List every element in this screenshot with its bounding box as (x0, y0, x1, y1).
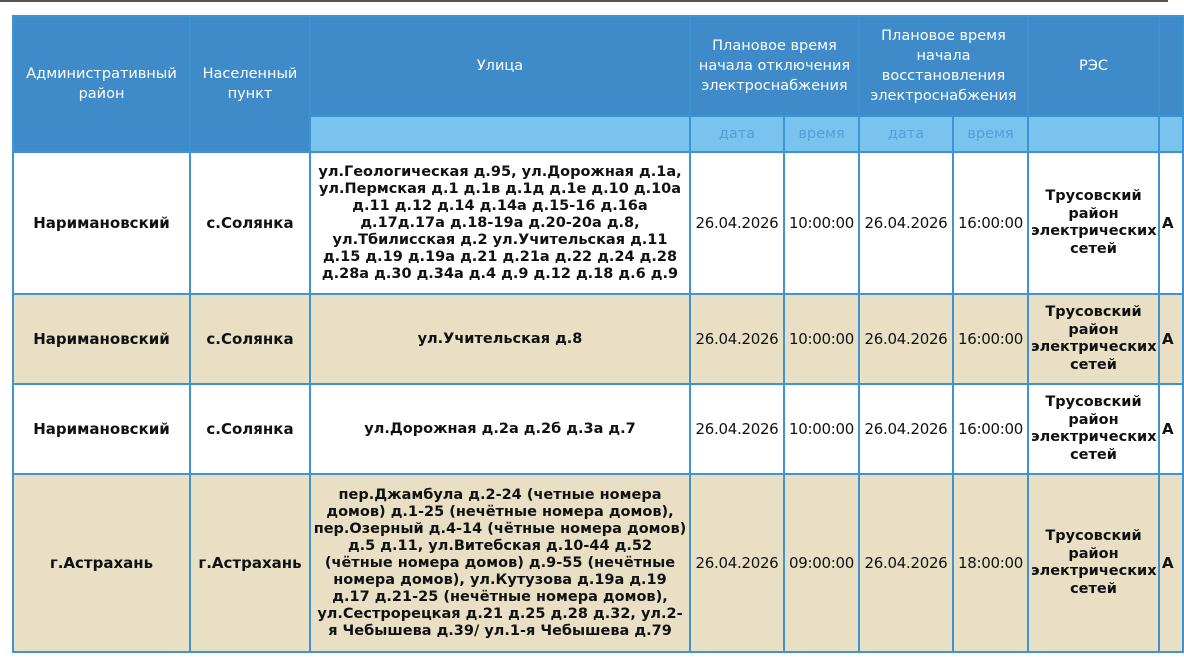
col-header-on-time: Плановое время начала восстановления электроснабжения (859, 16, 1028, 116)
header-row (13, 16, 1183, 116)
cell-settlement: г.Астрахань (190, 474, 310, 652)
cell-off-time: 10:00:00 (784, 152, 859, 294)
cell-district: Наримановский (13, 384, 190, 474)
cell-res: Трусовский район электрических сетей (1028, 294, 1159, 384)
top-divider (0, 0, 1168, 2)
cell-on-time: 16:00:00 (953, 384, 1028, 474)
cell-res: Трусовский район электрических сетей (1028, 474, 1159, 652)
cell-streets: пер.Джамбула д.2-24 (четные номера домов) д.1-25 (нечётные номера домов), пер.Озерный д.4-14 (чётные номера домов) д.5 д.11, ул.Витебская д.10-44 д.52 (чётные номера домов) д.9-55 (нечётные номера домов), ул.Кутузова д.19а д.19 д.17 д.21-25 (нечётные номера домов), ул.Сестрорецкая д.21 д.25 д.28 д.32, ул.2-я Чебышева д.39/ ул.1-я Чебышева д.79 (310, 474, 690, 652)
subheader-off-time: время (784, 116, 859, 152)
subheader-off-date: дата (690, 116, 784, 152)
cell-off-date: 26.04.2026 (690, 474, 784, 652)
cell-on-date: 26.04.2026 (859, 152, 953, 294)
col-header-extra (1159, 16, 1183, 116)
cell-off-time: 10:00:00 (784, 384, 859, 474)
cell-off-time: 09:00:00 (784, 474, 859, 652)
col-header-res: РЭС (1028, 16, 1159, 116)
table-row (13, 384, 1183, 474)
cell-streets: ул.Дорожная д.2а д.2б д.3а д.7 (310, 384, 690, 474)
subheader-street-empty (310, 116, 690, 152)
subheader-on-date: дата (859, 116, 953, 152)
cell-on-date: 26.04.2026 (859, 384, 953, 474)
cell-district: г.Астрахань (13, 474, 190, 652)
col-header-street: Улица (310, 16, 690, 116)
outage-table (12, 15, 1184, 653)
cell-district: Наримановский (13, 152, 190, 294)
cell-extra: А (1159, 294, 1183, 384)
cell-extra: А (1159, 152, 1183, 294)
cell-district: Наримановский (13, 294, 190, 384)
cell-on-time: 16:00:00 (953, 294, 1028, 384)
cell-on-date: 26.04.2026 (859, 294, 953, 384)
cell-streets: ул.Учительская д.8 (310, 294, 690, 384)
cell-extra: А (1159, 474, 1183, 652)
cell-settlement: с.Солянка (190, 152, 310, 294)
cell-res: Трусовский район электрических сетей (1028, 384, 1159, 474)
cell-off-date: 26.04.2026 (690, 384, 784, 474)
table-row (13, 294, 1183, 384)
cell-settlement: с.Солянка (190, 384, 310, 474)
subheader-extra-empty (1159, 116, 1183, 152)
table-row (13, 474, 1183, 652)
subheader-on-time: время (953, 116, 1028, 152)
left-margin (0, 2, 12, 662)
cell-off-date: 26.04.2026 (690, 152, 784, 294)
table-row (13, 152, 1183, 294)
col-header-settlement: Населенный пункт (190, 16, 310, 152)
col-header-district: Административный район (13, 16, 190, 152)
cell-on-time: 16:00:00 (953, 152, 1028, 294)
cell-off-date: 26.04.2026 (690, 294, 784, 384)
cell-on-date: 26.04.2026 (859, 474, 953, 652)
subheader-res-empty (1028, 116, 1159, 152)
cell-streets: ул.Геологическая д.95, ул.Дорожная д.1а, ул.Пермская д.1 д.1в д.1д д.1е д.10 д.10а д.11 д.12 д.14 д.14а д.15-16 д.16а д.17д.17а д.18-19а д.20-20а д.8, ул.Тбилисская д.2 ул.Учительская д.11 д.15 д.19 д.19а д.21 д.21а д.22 д.24 д.28 д.28а д.30 д.34а д.4 д.9 д.12 д.18 д.6 д.9 (310, 152, 690, 294)
cell-res: Трусовский район электрических сетей (1028, 152, 1159, 294)
cell-on-time: 18:00:00 (953, 474, 1028, 652)
cell-extra: А (1159, 384, 1183, 474)
cell-off-time: 10:00:00 (784, 294, 859, 384)
cell-settlement: с.Солянка (190, 294, 310, 384)
col-header-off-time: Плановое время начала отключения электроснабжения (690, 16, 859, 116)
